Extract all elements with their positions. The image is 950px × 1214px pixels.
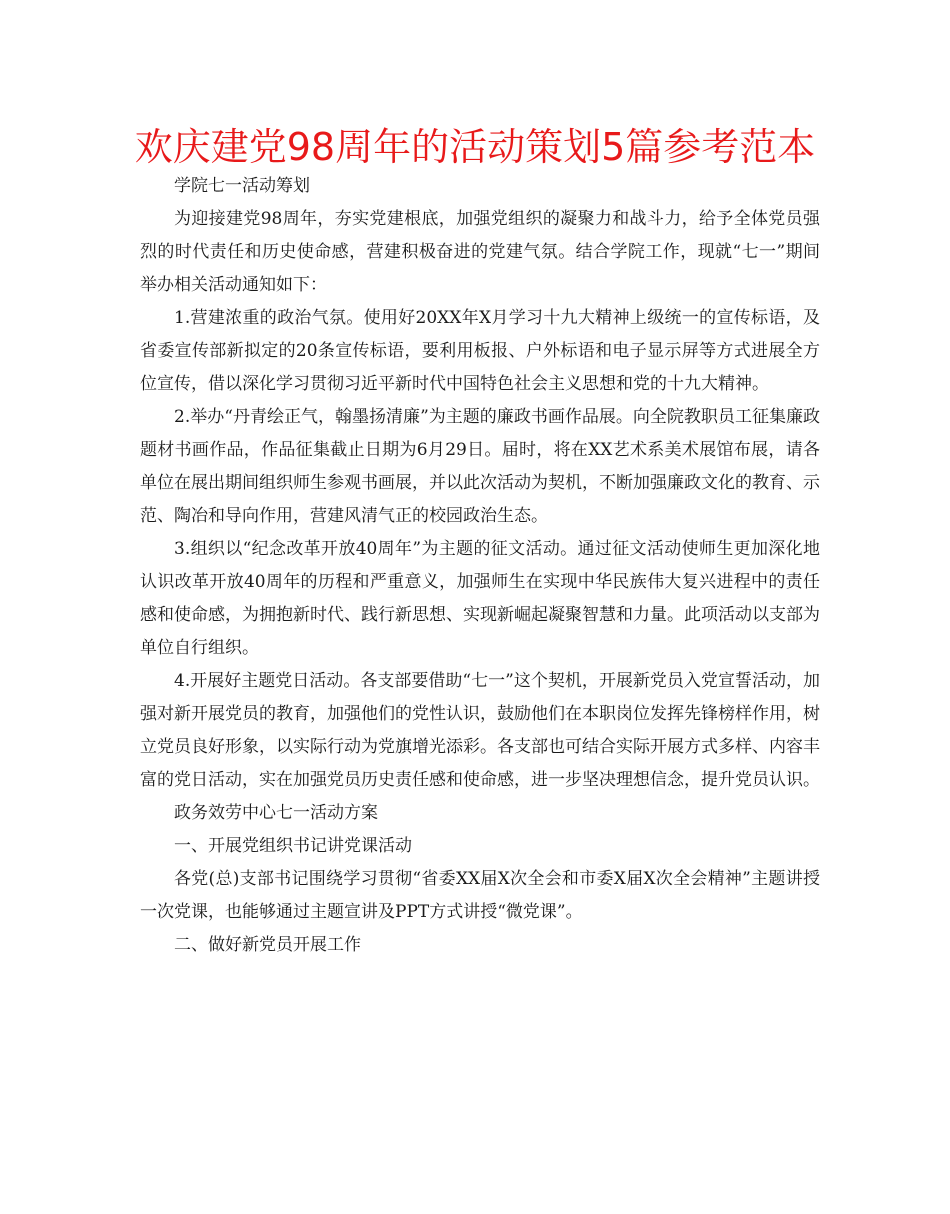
paragraph: 3.组织以“纪念改革开放40周年”为主题的征文活动。通过征文活动使师生更加深化地认识改革开放40周年的历程和严重意义，加强师生在实现中华民族伟大复兴进程中的责任感和使命感，为拥抱新时代、践行新思想、实现新崛起凝聚智慧和力量。此项活动以支部为单位自行组织。 [140,539,820,658]
paragraph: 4.开展好主题党日活动。各支部要借助“七一”这个契机，开展新党员入党宣誓活动，加强对新开展党员的教育，加强他们的党性认识，鼓励他们在本职岗位发挥先锋榜样作用，树立党员良好形象，以实际行动为党旗增光添彩。各支部也可结合实际开展方式多样、内容丰富的党日活动，实在加强党员历史责任感和使命感，进一步坚决理想信念，提升党员认识。 [140,671,820,790]
paragraph: 各党(总)支部书记围绕学习贯彻“省委XX届X次全会和市委X届X次全会精神”主题讲授一次党课，也能够通过主题宣讲及PPT方式讲授“微党课”。 [140,869,820,922]
paragraph: 1.营建浓重的政治气氛。使用好20XX年X月学习十九大精神上级统一的宣传标语，及省委宣传部新拟定的20条宣传标语，要利用板报、户外标语和电子显示屏等方式进展全方位宣传，借以深化学习贯彻习近平新时代中国特色社会主义思想和党的十九大精神。 [140,308,820,394]
section-heading: 学院七一活动筹划 [174,176,310,196]
subsection-heading: 一、开展党组织书记讲党课活动 [174,836,412,856]
document-title: 欢庆建党98周年的活动策划5篇参考范本 [134,125,816,169]
section-heading: 政务效劳中心七一活动方案 [174,803,378,823]
paragraph: 2.举办“丹青绘正气，翰墨扬清廉”为主题的廉政书画作品展。向全院教职员工征集廉政题材书画作品，作品征集截止日期为6月29日。届时，将在XX艺术系美术展馆布展，请各单位在展出期间组织师生参观书画展，并以此次活动为契机，不断加强廉政文化的教育、示范、陶冶和导向作用，营建风清气正的校园政治生态。 [140,407,820,526]
subsection-heading: 二、做好新党员开展工作 [174,935,361,955]
paragraph: 为迎接建党98周年，夯实党建根底，加强党组织的凝聚力和战斗力，给予全体党员强烈的时代责任和历史使命感，营建积极奋进的党建气氛。结合学院工作，现就“七一”期间举办相关活动通知如下： [140,209,820,295]
document-body [140,170,820,962]
